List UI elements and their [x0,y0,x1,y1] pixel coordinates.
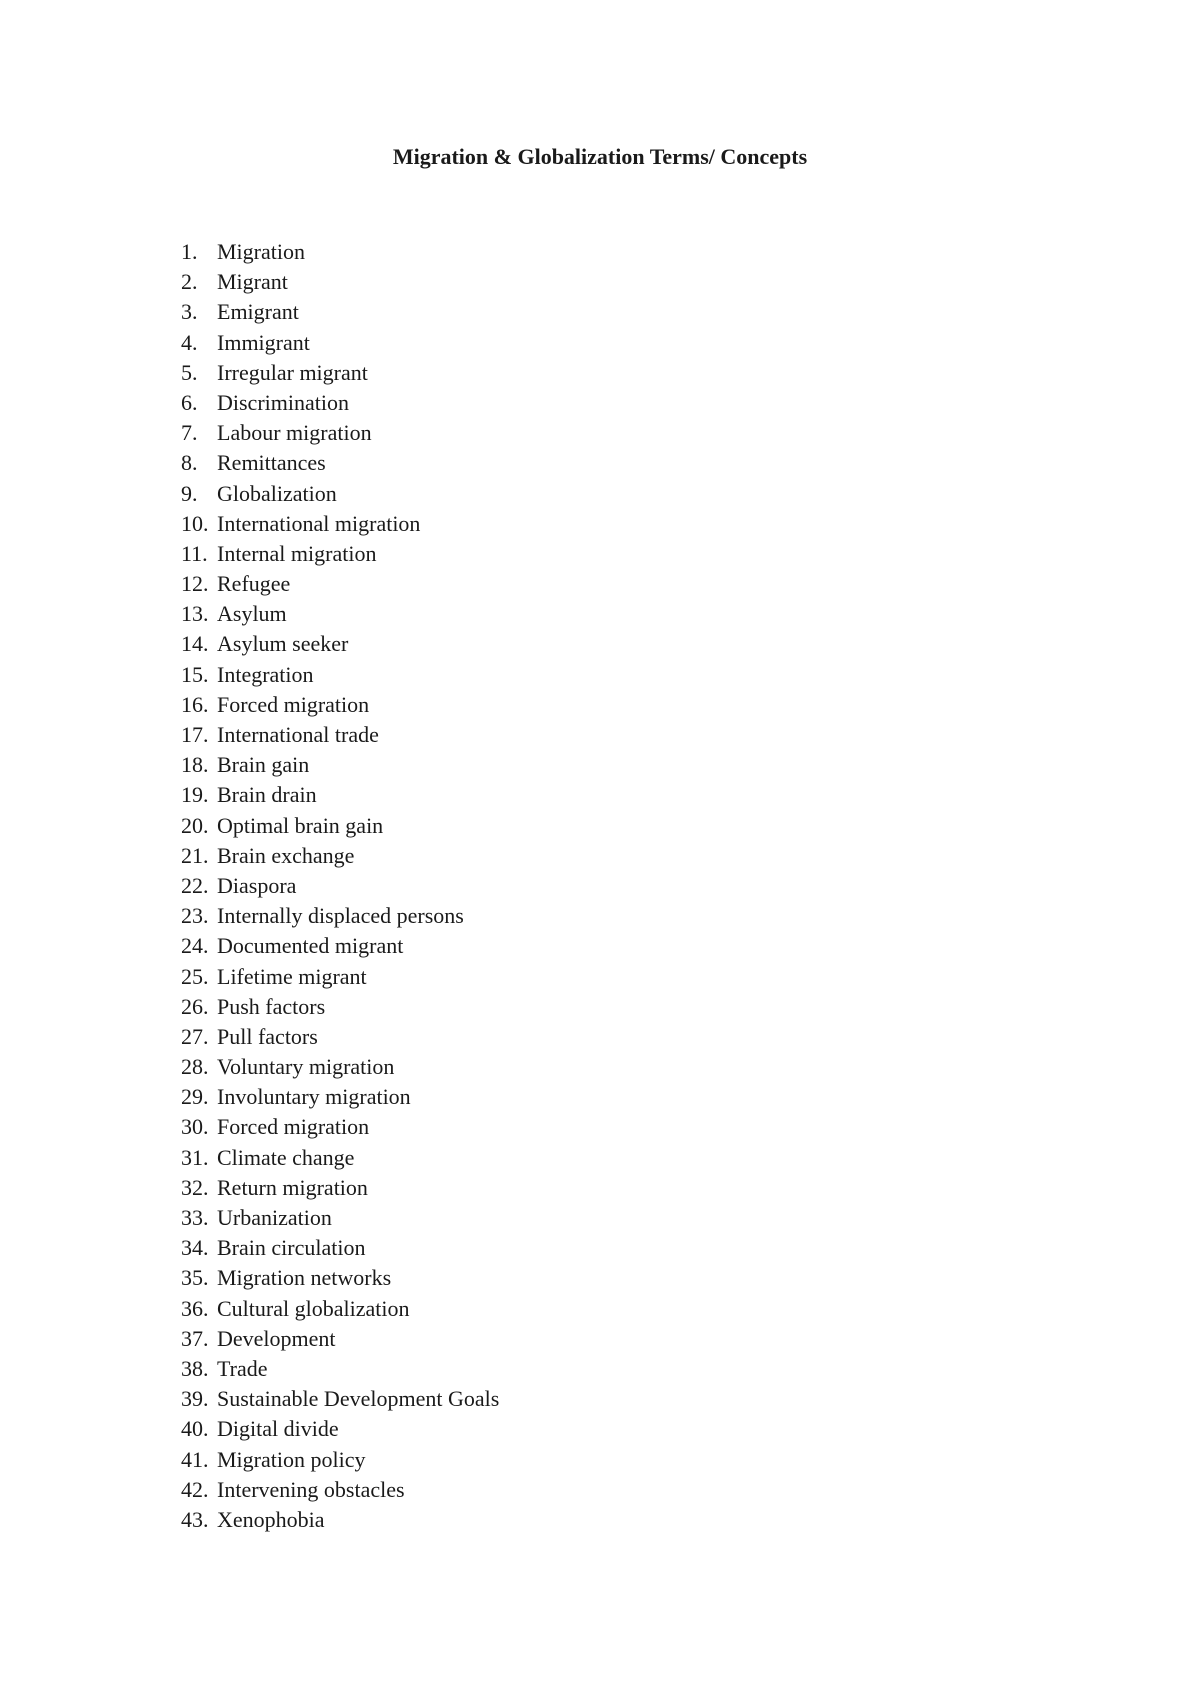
list-item-label: Diaspora [217,872,297,898]
list-item-label: Migration [217,239,305,264]
list-item-label: Pull factors [217,1023,318,1049]
list-item-label: Development [217,1325,336,1351]
list-item-label: Digital divide [217,1416,339,1442]
list-item [181,418,499,448]
list-item-label: International trade [217,722,379,747]
list-item-label: Migration networks [217,1265,392,1291]
list-item-number: 35. [181,1265,209,1291]
list-item-number: 29. [181,1084,209,1110]
list-item-number: 20. [181,812,209,838]
list-item-number: 39. [181,1386,209,1412]
list-item-label: Brain exchange [217,842,355,868]
list-item-label: Forced migration [217,691,370,717]
list-item-label: Intervening obstacles [217,1476,405,1502]
list-item-label: Voluntary migration [217,1054,395,1080]
list-item-label: Brain circulation [217,1235,366,1261]
list-item-number: 34. [181,1235,209,1261]
list-item-number: 17. [181,722,209,747]
terms-list [181,237,499,1535]
list-item-label: Refugee [217,571,291,597]
list-item-label: Push factors [217,993,326,1019]
list-item [181,297,499,327]
list-item-number: 42. [181,1476,209,1502]
list-item-number: 4. [181,329,198,355]
list-item-number: 15. [181,661,209,687]
list-item-number: 10. [181,510,209,536]
list-item-label: Labour migration [217,420,372,446]
list-item-number: 31. [181,1144,209,1170]
list-item-number: 27. [181,1023,209,1049]
list-item-label: Remittances [217,450,326,476]
list-item-label: Climate change [217,1144,355,1170]
list-item-label: Optimal brain gain [217,812,384,838]
list-item-number: 43. [181,1506,209,1532]
list-item [181,1112,499,1142]
list-item-label: Forced migration [217,1114,370,1140]
list-item [181,267,499,297]
list-item-label: Brain drain [217,782,317,808]
list-item [181,750,499,780]
list-item-label: Globalization [217,480,337,506]
list-item-label: Documented migrant [217,933,404,959]
list-item-label: Sustainable Development Goals [217,1386,500,1412]
list-item-number: 25. [181,963,209,989]
list-item-number: 33. [181,1205,209,1230]
list-item [181,1052,499,1082]
list-item [181,660,499,690]
list-item-number: 40. [181,1416,209,1442]
list-item [181,1143,499,1173]
list-item-number: 8. [181,450,198,476]
list-item-number: 5. [181,359,198,385]
list-item-number: 14. [181,631,209,657]
list-item [181,780,499,810]
list-item-label: Migrant [217,269,288,295]
list-item-label: Trade [217,1355,268,1381]
list-item-number: 32. [181,1174,209,1200]
list-item-number: 16. [181,691,209,717]
list-item [181,1263,499,1293]
list-item-label: Return migration [217,1174,368,1200]
list-item [181,1414,499,1444]
list-item [181,1505,499,1535]
list-item-label: Asylum seeker [217,631,349,657]
list-item-number: 38. [181,1355,209,1381]
list-item [181,1173,499,1203]
list-item-number: 12. [181,571,209,597]
list-item-label: Cultural globalization [217,1295,410,1321]
document-title: Migration & Globalization Terms/ Concepts [392,144,808,169]
list-item-number: 9. [181,480,198,506]
list-item-label: Irregular migrant [217,359,368,385]
list-item-label: Immigrant [217,329,310,355]
list-item-number: 7. [181,420,198,446]
list-item [181,901,499,931]
list-item-number: 11. [181,540,208,566]
list-item [181,479,499,509]
list-item [181,1203,499,1233]
list-item-label: Asylum [217,601,287,627]
list-item-number: 30. [181,1114,209,1140]
list-item [181,1445,499,1475]
list-item [181,448,499,478]
list-item-label: Migration policy [217,1446,366,1472]
list-item-label: Brain gain [217,752,310,778]
list-item [181,841,499,871]
list-item [181,388,499,418]
list-item [181,962,499,992]
list-item [181,1475,499,1505]
list-item-label: Integration [217,661,314,687]
list-item-label: Lifetime migrant [217,963,367,989]
list-item-label: Internal migration [217,540,377,566]
list-item [181,539,499,569]
list-item-number: 28. [181,1054,209,1080]
list-item-label: Urbanization [217,1205,332,1230]
list-item-number: 36. [181,1295,209,1321]
list-item [181,811,499,841]
list-item-label: Emigrant [217,299,299,325]
list-item-number: 26. [181,993,209,1019]
list-item [181,599,499,629]
list-item-label: Discrimination [217,389,349,415]
list-item [181,509,499,539]
list-item [181,690,499,720]
list-item [181,629,499,659]
list-item [181,328,499,358]
list-item [181,358,499,388]
list-item-number: 37. [181,1325,209,1351]
list-item-number: 22. [181,872,209,898]
list-item [181,1354,499,1384]
list-item [181,569,499,599]
list-item-number: 19. [181,782,209,808]
list-item [181,1324,499,1354]
list-item [181,1384,499,1414]
list-item-label: Xenophobia [217,1506,325,1532]
list-item [181,1022,499,1052]
list-item-number: 23. [181,903,209,929]
list-item-label: Involuntary migration [217,1084,411,1110]
list-item-label: International migration [217,510,421,536]
list-item-number: 13. [181,601,209,627]
list-item-label: Internally displaced persons [217,903,464,929]
list-item-number: 24. [181,933,209,959]
list-item [181,1294,499,1324]
list-item-number: 21. [181,842,209,868]
list-item [181,931,499,961]
list-item-number: 3. [181,299,198,325]
list-item-number: 2. [181,269,198,295]
list-item [181,237,499,267]
list-item [181,992,499,1022]
list-item [181,1233,499,1263]
list-item-number: 1. [181,239,198,264]
list-item [181,1082,499,1112]
list-item-number: 41. [181,1446,209,1472]
list-item [181,871,499,901]
list-item [181,720,499,750]
list-item-number: 18. [181,752,209,778]
list-item-number: 6. [181,389,198,415]
